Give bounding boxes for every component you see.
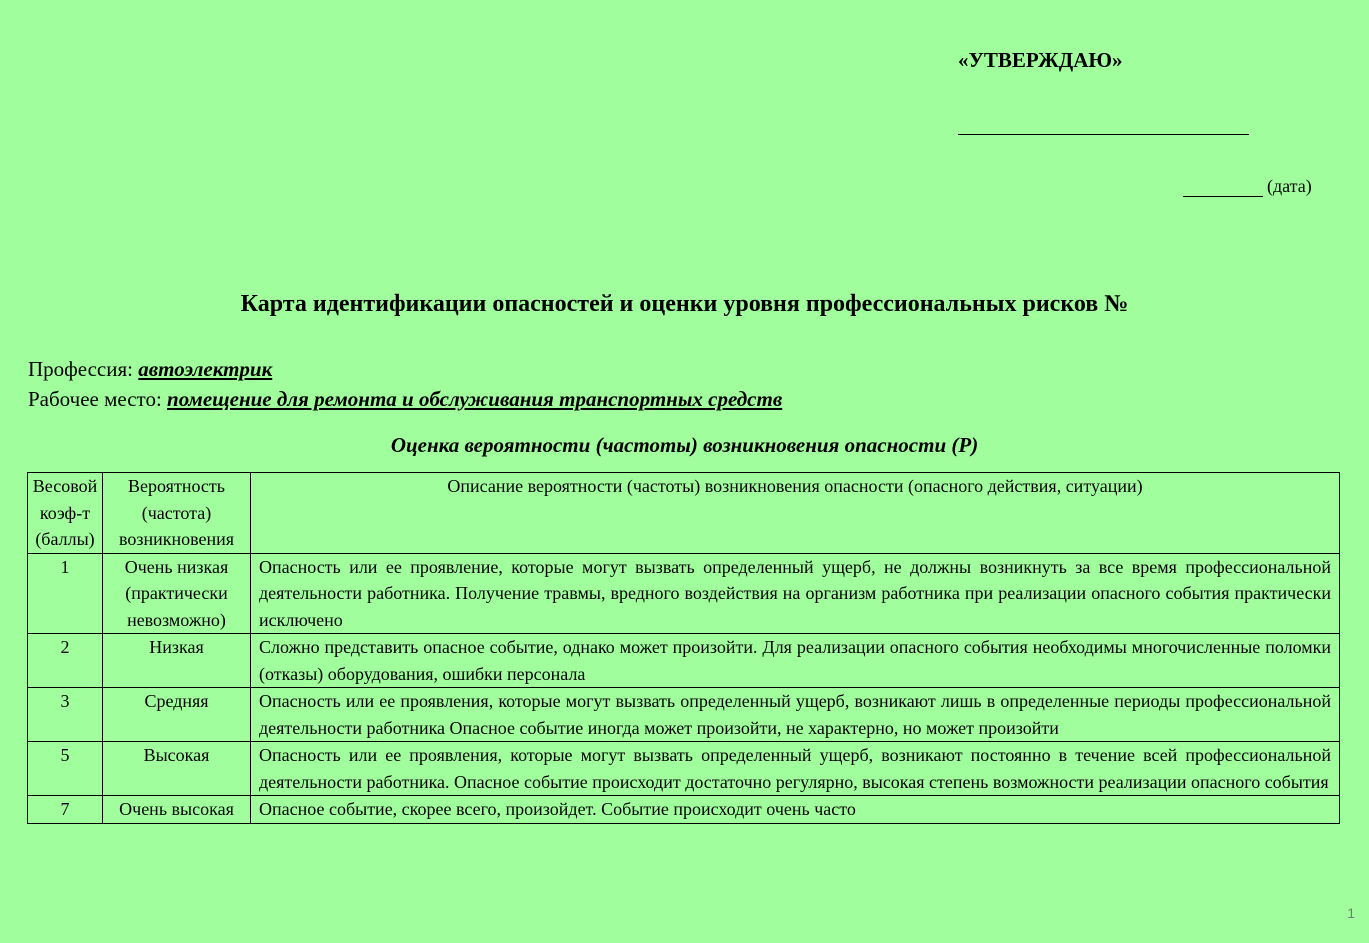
header-description: Описание вероятности (частоты) возникновения опасности (опасного действия, ситуации) [251,473,1340,554]
workplace-label: Рабочее место: [28,387,162,411]
date-blank-line [1183,176,1263,197]
signature-line [958,134,1249,135]
header-weight: Весовой коэф-т (баллы) [28,473,103,554]
cell-weight: 1 [28,553,103,634]
header-probability: Вероятность (частота) возникновения [103,473,251,554]
cell-description: Опасность или ее проявления, которые могут вызвать определенный ущерб, возникают лишь в определенные периоды профессиональной деятельности работника Опасное событие иногда может произойти, не характерно, но может произойти [251,688,1340,742]
cell-weight: 2 [28,634,103,688]
cell-description: Опасное событие, скорее всего, произойдет. Событие происходит очень часто [251,796,1340,824]
cell-description: Опасность или ее проявление, которые могут вызвать определенный ущерб, не должны возникнуть за все время профессиональной деятельности работника. Получение травмы, вредного воздействия на организм работника при реализации опасного события практически исключено [251,553,1340,634]
approval-heading: «УТВЕРЖДАЮ» [958,48,1123,72]
cell-probability: Высокая [103,742,251,796]
cell-description: Сложно представить опасное событие, однако может произойти. Для реализации опасного события необходимы многочисленные поломки (отказы) оборудования, ошибки персонала [251,634,1340,688]
profession-line [28,357,272,382]
cell-probability: Низкая [103,634,251,688]
profession-label: Профессия: [28,357,133,381]
table-row [28,688,1340,742]
cell-weight: 7 [28,796,103,824]
cell-description: Опасность или ее проявления, которые могут вызвать определенный ущерб, возникают постоянно в течение всей профессиональной деятельности работника. Опасное событие происходит достаточно регулярно, высокая степень возможности реализации опасного события [251,742,1340,796]
document-title: Карта идентификации опасностей и оценки уровня профессиональных рисков № [240,291,1129,317]
table-header-row [28,473,1340,554]
table-row [28,634,1340,688]
cell-probability: Очень низкая (практически невозможно) [103,553,251,634]
cell-weight: 3 [28,688,103,742]
table-row [28,553,1340,634]
table-row [28,742,1340,796]
probability-table [27,472,1340,824]
profession-value: автоэлектрик [138,357,273,381]
section-title: Оценка вероятности (частоты) возникновения опасности (Р) [390,433,979,457]
cell-probability: Средняя [103,688,251,742]
table-row [28,796,1340,824]
date-row [1183,176,1312,197]
cell-weight: 5 [28,742,103,796]
workplace-line [28,387,782,412]
page-number: 1 [1347,905,1355,921]
date-label: (дата) [1267,176,1312,196]
workplace-value: помещение для ремонта и обслуживания транспортных средств [167,387,783,411]
cell-probability: Очень высокая [103,796,251,824]
